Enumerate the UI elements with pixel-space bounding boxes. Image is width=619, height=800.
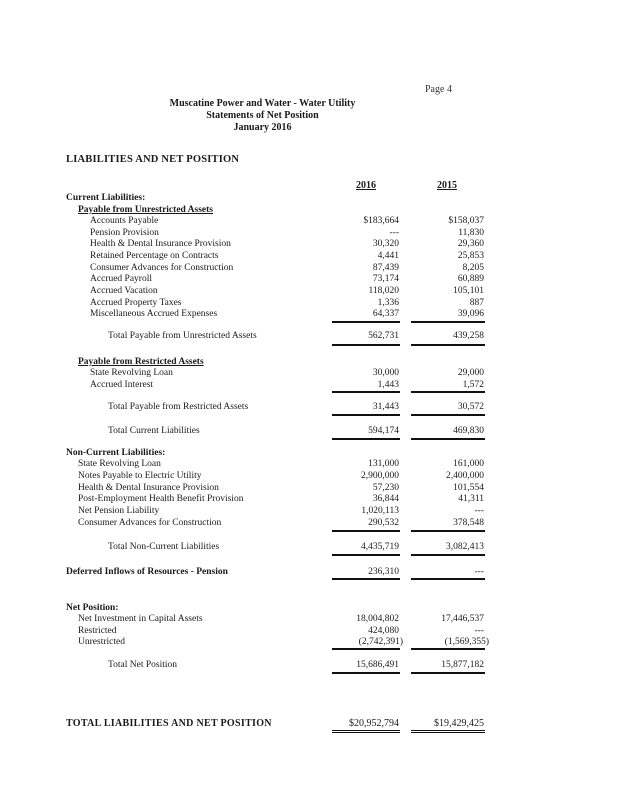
table-row: Miscellaneous Accrued Expenses 64,337 39,096	[90, 309, 484, 319]
total-row: Total Net Position 15,686,491 15,877,182	[108, 660, 484, 670]
table-row: Pension Provision --- 11,830	[90, 228, 484, 238]
noncurrent-heading: Non-Current Liabilities:	[66, 448, 166, 458]
rule	[332, 530, 400, 532]
table-row: Notes Payable to Electric Utility 2,900,000 2,400,000	[78, 471, 484, 481]
table-row: Accrued Payroll 73,174 60,889	[90, 274, 484, 284]
total-row: Total Current Liabilities 594,174 469,830	[108, 426, 484, 436]
rule	[411, 648, 485, 650]
table-row: Consumer Advances for Construction 87,439 8,205	[90, 263, 484, 273]
rule	[411, 438, 485, 440]
rule	[332, 321, 400, 323]
column-header-2016: 2016	[356, 180, 376, 191]
section-title: LIABILITIES AND NET POSITION	[66, 154, 240, 165]
subtotal-row: Total Payable from Restricted Assets 31,443 30,572	[108, 402, 484, 412]
rule	[411, 391, 485, 393]
table-row: Accrued Vacation 118,020 105,101	[90, 286, 484, 296]
grand-total-row: TOTAL LIABILITIES AND NET POSITION $20,952,794 $19,429,425	[66, 718, 484, 729]
current-liabilities-heading: Current Liabilities:	[66, 193, 146, 203]
restricted-heading: Payable from Restricted Assets	[78, 357, 204, 367]
rule	[411, 554, 485, 556]
table-row: Net Pension Liability 1,020,113 ---	[78, 506, 484, 516]
table-row: State Revolving Loan 30,000 29,000	[90, 368, 484, 378]
rule	[332, 414, 400, 416]
rule	[332, 344, 400, 346]
company-name: Muscatine Power and Water - Water Utility	[169, 98, 356, 109]
rule	[332, 578, 400, 580]
rule	[411, 344, 485, 346]
page-number: Page 4	[425, 84, 452, 95]
unrestricted-heading: Payable from Unrestricted Assets	[78, 205, 213, 215]
table-row: Retained Percentage on Contracts 4,441 25,853	[90, 251, 484, 261]
table-row: State Revolving Loan 131,000 161,000	[78, 459, 484, 469]
rule	[332, 438, 400, 440]
table-row: Consumer Advances for Construction 290,532 378,548	[78, 518, 484, 528]
rule	[411, 321, 485, 323]
net-position-heading: Net Position:	[66, 603, 119, 613]
rule	[332, 648, 400, 650]
table-row: Health & Dental Insurance Provision 30,320 29,360	[90, 239, 484, 249]
rule	[332, 554, 400, 556]
statement-period: January 2016	[233, 122, 292, 133]
table-row: Health & Dental Insurance Provision 57,230 101,554	[78, 483, 484, 493]
rule	[411, 414, 485, 416]
rule	[332, 672, 400, 674]
table-row: Accrued Interest 1,443 1,572	[90, 380, 484, 390]
table-row: Accrued Property Taxes 1,336 887	[90, 298, 484, 308]
table-row: Unrestricted (2,742,391) (1,569,355)	[78, 637, 489, 647]
table-row: Post-Employment Health Benefit Provision 36,844 41,311	[78, 494, 484, 504]
column-header-2015: 2015	[437, 180, 457, 191]
rule	[332, 391, 400, 393]
table-row: Restricted 424,080 ---	[78, 626, 484, 636]
deferred-inflows-row: Deferred Inflows of Resources - Pension 236,310 ---	[66, 567, 484, 577]
double-rule	[411, 730, 485, 733]
rule	[411, 530, 485, 532]
double-rule	[332, 730, 400, 733]
rule	[411, 672, 485, 674]
table-row: Accounts Payable $183,664 $158,037	[90, 216, 484, 226]
table-row: Net Investment in Capital Assets 18,004,802 17,446,537	[78, 614, 484, 624]
rule	[411, 578, 485, 580]
total-row: Total Non-Current Liabilities 4,435,719 3,082,413	[108, 542, 484, 552]
subtotal-row: Total Payable from Unrestricted Assets 562,731 439,258	[108, 331, 484, 341]
statement-title: Statements of Net Position	[206, 110, 319, 121]
